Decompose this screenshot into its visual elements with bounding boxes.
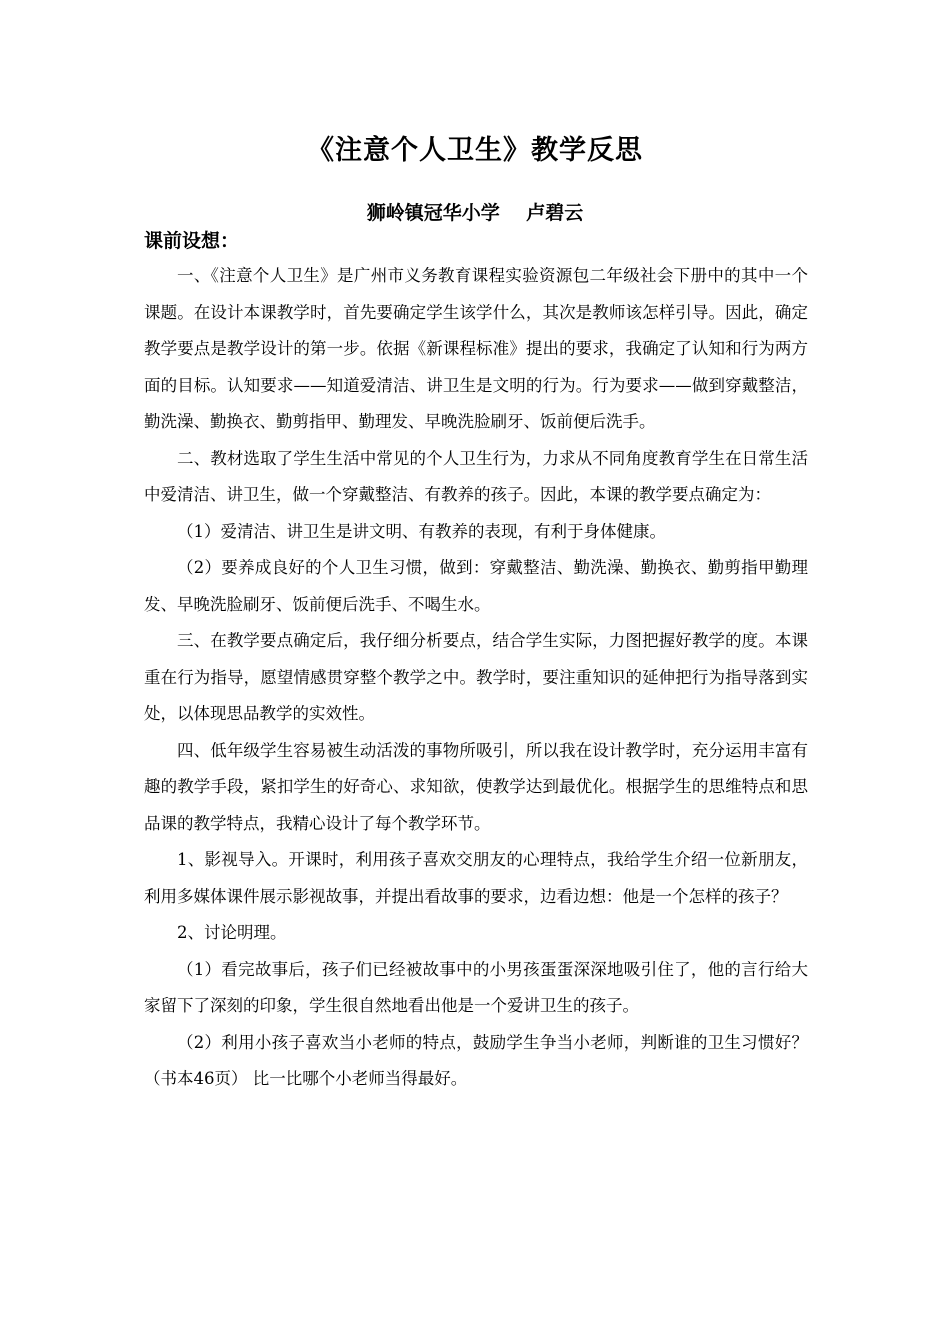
paragraph: （1）看完故事后，孩子们已经被故事中的小男孩蛋蛋深深地吸引住了，他的言行给大家留下了深刻的印象，学生很自然地看出他是一个爱讲卫生的孩子。 — [144, 959, 808, 1015]
paragraph: （2）要养成良好的个人卫生习惯，做到：穿戴整洁、勤洗澡、勤换衣、勤剪指甲勤理发、早晚洗脸刷牙、饭前便后洗手、不喝生水。 — [144, 558, 808, 614]
paragraph: （1）爱清洁、讲卫生是讲文明、有教养的表现，有利于身体健康。 — [177, 521, 666, 541]
paragraph: 四、低年级学生容易被生动活泼的事物所吸引，所以我在设计教学时，充分运用丰富有趣的教学手段，紧扣学生的好奇心、求知欲，使教学达到最优化。根据学生的思维特点和思品课的教学特点，我精心设计了每个教学环节。 — [144, 740, 808, 833]
paragraph: （2）利用小孩子喜欢当小老师的特点，鼓励学生争当小老师，判断谁的卫生习惯好？（书本46页） 比一比哪个小老师当得最好。 — [144, 1032, 808, 1088]
paragraph: 一、《注意个人卫生》是广州市义务教育课程实验资源包二年级社会下册中的其中一个课题。在设计本课教学时，首先要确定学生该学什么，其次是教师该怎样引导。因此，确定教学要点是教学设计的第一步。依据《新课程标准》提出的要求，我确定了认知和行为两方面的目标。认知要求——知道爱清洁、讲卫生是文明的行为。行为要求——做到穿戴整洁，勤洗澡、勤换衣、勤剪指甲、勤理发、早晚洗脸刷牙、饭前便后洗手。 — [144, 266, 808, 431]
document-author: 狮岭镇冠华小学 卢碧云 — [366, 202, 584, 224]
paragraph: 1、影视导入。开课时，利用孩子喜欢交朋友的心理特点，我给学生介绍一位新朋友，利用多媒体课件展示影视故事，并提出看故事的要求，边看边想：他是一个怎样的孩子？ — [144, 850, 808, 906]
paragraph: 三、在教学要点确定后，我仔细分析要点，结合学生实际，力图把握好教学的度。本课重在行为指导，愿望情感贯穿整个教学之中。教学时，要注重知识的延伸把行为指导落到实处，以体现思品教学的实效性。 — [144, 631, 808, 723]
paragraph: 二、教材选取了学生生活中常见的个人卫生行为，力求从不同角度教育学生在日常生活中爱清洁、讲卫生，做一个穿戴整洁、有教养的孩子。因此，本课的教学要点确定为： — [144, 448, 808, 504]
paragraph: 2、讨论明理。 — [177, 923, 287, 942]
document-title: 《注意个人卫生》教学反思 — [307, 135, 643, 166]
section-heading: 课前设想： — [144, 230, 240, 252]
document-body — [144, 258, 808, 1098]
